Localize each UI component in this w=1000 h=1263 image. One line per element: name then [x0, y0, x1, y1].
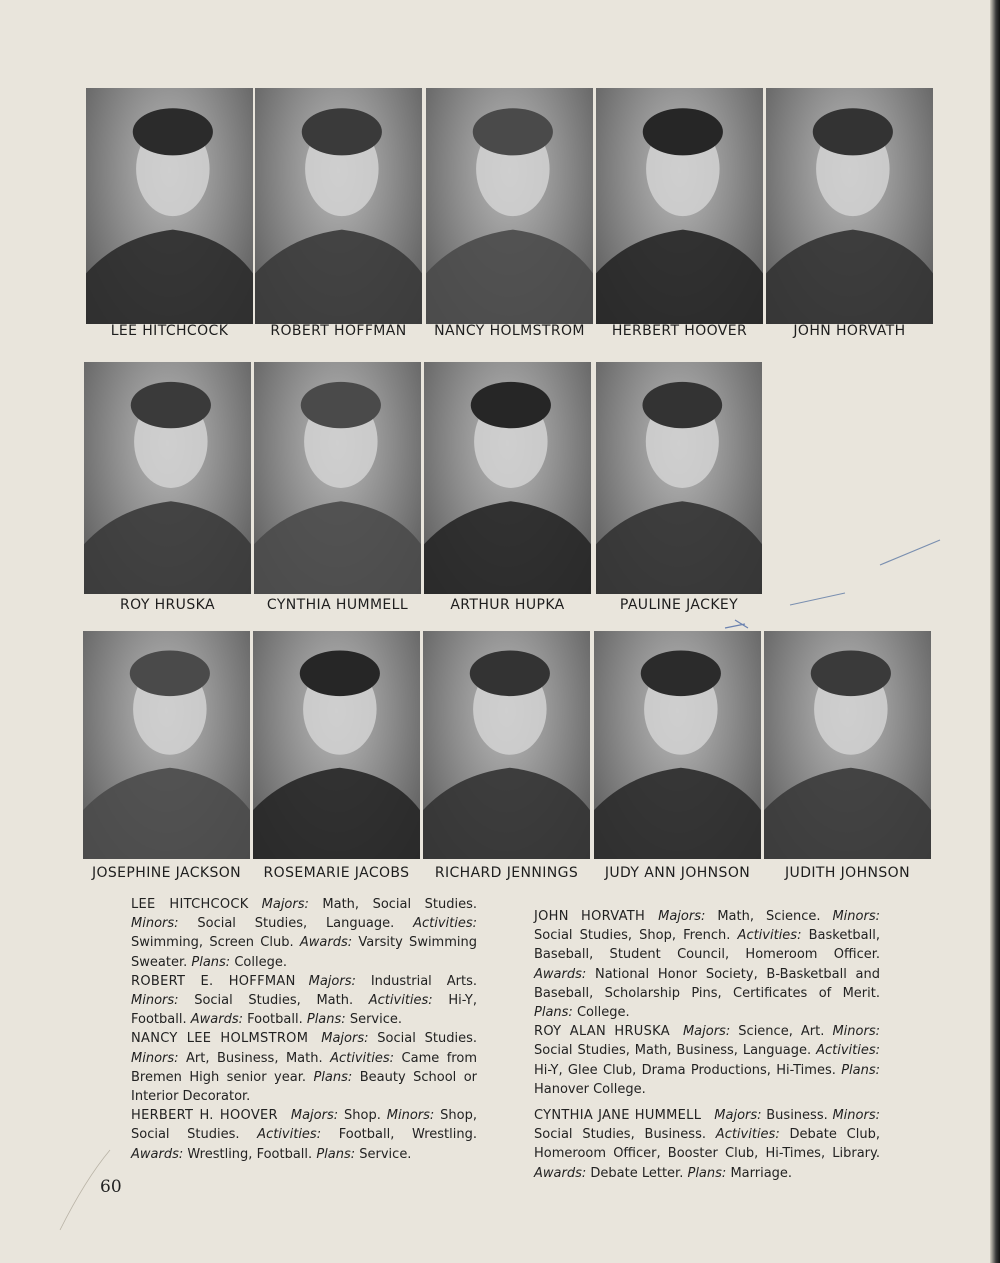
bio-student-name: CYNTHIA JANE HUMMELL [534, 1108, 702, 1124]
student-name-caption: HERBERT HOOVER [611, 323, 748, 339]
bio-field-label: Awards: [190, 1012, 243, 1028]
bio-field-label: Majors: [682, 1024, 731, 1040]
bio-field-value: Service. [349, 1012, 402, 1028]
bio-field-value: College. [234, 954, 287, 970]
bio-field-label: Majors: [714, 1108, 762, 1124]
bio-field-label: Activities: [368, 993, 433, 1009]
bio-field-value: Math, Social Studies. [322, 897, 477, 912]
bio-student-name: HERBERT H. HOOVER [131, 1108, 278, 1124]
student-name-caption: CYNTHIA HUMMELL [266, 597, 409, 613]
bio-field-label: Plans: [316, 1146, 356, 1162]
bio-field-value: Service. [359, 1146, 412, 1162]
bio-field-value: Marriage. [730, 1165, 793, 1181]
bio-field-label: Awards: [131, 1146, 184, 1162]
student-name-caption: JUDY ANN JOHNSON [604, 865, 751, 881]
student-name-caption: ROY HRUSKA [120, 597, 215, 613]
bio-field-value: Science, Art. [738, 1024, 825, 1040]
bio-student-name: JOHN HORVATH [534, 909, 646, 924]
bio-field-label: Minors: [832, 1108, 880, 1124]
bio-field-value: Came from Bremen High senior year. [131, 1050, 477, 1085]
bio-field-value: Beauty School or Interior Decorator. [131, 1069, 478, 1105]
bio-field-value: Varsity Swimming Sweater. [131, 935, 477, 970]
bio-field-value: Social Studies, Math. [194, 993, 354, 1009]
bio-field-value: Math, Science. [717, 909, 821, 924]
bio-field-value: Industrial Arts. [370, 973, 478, 989]
bio-field-value: Hi-Y, Glee Club, Drama Productions, Hi-Times. [534, 1062, 836, 1078]
bio-field-label: Activities: [816, 1043, 881, 1059]
student-name-caption: JOHN HORVATH [793, 323, 906, 339]
bio-field-label: Activities: [715, 1127, 780, 1143]
bio-field-value: Social Studies, Language. [197, 916, 395, 932]
page-number: 60 [100, 1177, 122, 1197]
student-name-caption: ARTHUR HUPKA [450, 597, 565, 613]
bio-student-name: LEE HITCHCOCK [131, 897, 249, 912]
bio-field-label: Plans: [306, 1012, 346, 1028]
bio-field-label: Plans: [687, 1165, 727, 1181]
bio-field-label: Minors: [832, 909, 880, 924]
bio-field-label: Plans: [191, 954, 231, 970]
bio-field-value: Hi-Y, Football. [131, 993, 477, 1028]
bio-field-label: Awards: [299, 935, 353, 951]
bio-field-value: Swimming, Screen Club. [131, 935, 294, 951]
bio-field-label: Majors: [321, 1031, 369, 1047]
student-name-caption: JOSEPHINE JACKSON [91, 865, 242, 881]
bio-field-label: Awards: [534, 966, 587, 982]
bio-field-label: Activities: [737, 928, 802, 944]
bio-student-name: ROBERT E. HOFFMAN [131, 973, 296, 989]
student-name-caption: RICHARD JENNINGS [434, 865, 579, 881]
bio-field-value: Business. [766, 1108, 828, 1124]
student-name-caption: ROBERT HOFFMAN [270, 323, 407, 339]
bio-field-label: Minors: [131, 916, 179, 932]
bio-field-value: Hanover College. [534, 1081, 646, 1097]
student-name-caption: ROSEMARIE JACOBS [263, 865, 410, 881]
bio-field-value: Wrestling, Football. [187, 1146, 313, 1162]
bio-field-label: Minors: [386, 1108, 435, 1124]
bio-field-label: Activities: [413, 916, 477, 932]
bio-field-value: College. [576, 1005, 630, 1021]
bio-student-name: ROY ALAN HRUSKA [534, 1024, 670, 1040]
bio-field-value: Social Studies. [377, 1031, 477, 1047]
bio-field-label: Plans: [841, 1062, 880, 1078]
bio-field-label: Minors: [131, 993, 179, 1009]
bio-field-label: Majors: [290, 1108, 339, 1124]
bio-field-value: Football. [247, 1012, 303, 1028]
bio-field-value: Social Studies, Math, Business, Language. [534, 1043, 812, 1059]
student-name-caption: LEE HITCHCOCK [110, 323, 229, 339]
bio-field-label: Majors: [658, 909, 706, 924]
student-name-caption: PAULINE JACKEY [619, 597, 739, 613]
bio-field-value: Basketball, Baseball, Student Council, Homeroom Officer. [534, 928, 880, 963]
bio-field-value: Football, Wrestling. [338, 1127, 477, 1143]
bio-field-label: Awards: [534, 1165, 587, 1181]
bio-field-value: National Honor Society, B-Basketball and Baseball, Scholarship Pins, Certificates of Merit. [534, 966, 880, 1001]
bio-field-value: Shop. [344, 1108, 381, 1124]
bio-field-label: Activities: [257, 1127, 322, 1143]
bio-field-label: Activities: [330, 1050, 395, 1066]
bio-student-name: NANCY LEE HOLMSTROM [131, 1031, 309, 1047]
bio-field-value: Shop, Social Studies. [131, 1108, 478, 1143]
bio-field-value: Debate Club, Homeroom Officer, Booster Club, Hi-Times, Library. [534, 1127, 880, 1162]
bio-field-value: Art, Business, Math. [186, 1050, 323, 1066]
bio-field-value: Social Studies, Shop, French. [534, 928, 731, 944]
bio-field-label: Plans: [313, 1069, 353, 1085]
bio-field-label: Plans: [534, 1005, 573, 1021]
student-name-caption: NANCY HOLMSTROM [434, 323, 585, 339]
bio-field-value: Debate Letter. [590, 1165, 684, 1181]
bio-field-label: Minors: [131, 1050, 179, 1066]
bio-field-value: Social Studies, Business. [534, 1127, 706, 1143]
bio-field-label: Majors: [308, 973, 356, 989]
bio-field-label: Majors: [261, 897, 309, 912]
student-name-caption: JUDITH JOHNSON [785, 865, 910, 881]
bio-field-label: Minors: [832, 1024, 880, 1040]
